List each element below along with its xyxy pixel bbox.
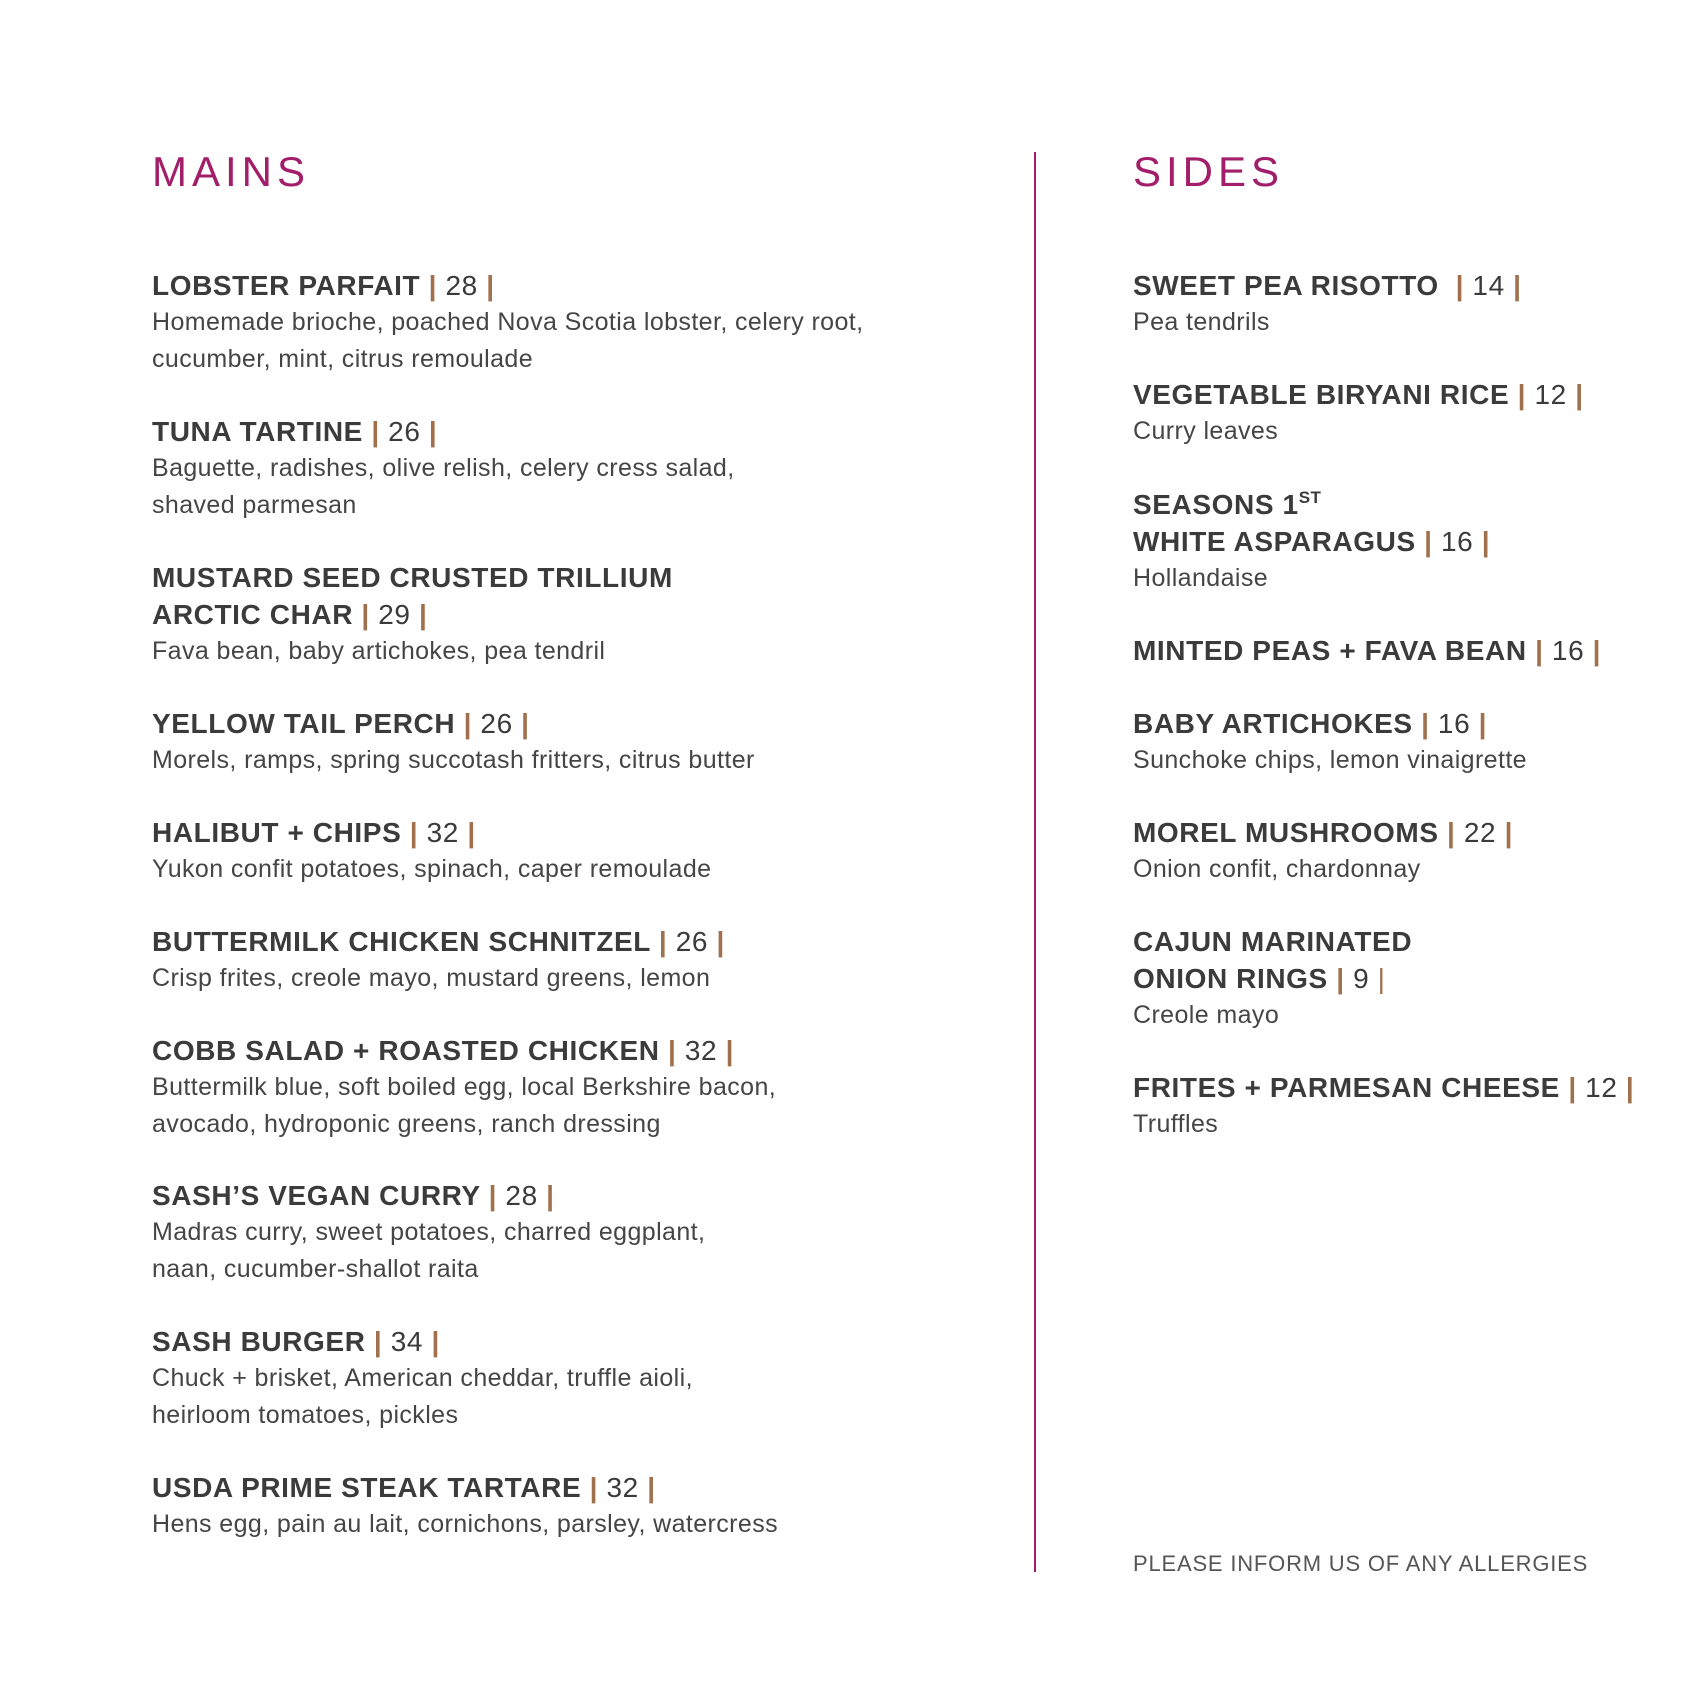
description-line: Hollandaise (1133, 564, 1269, 592)
menu-item (1133, 267, 1673, 341)
item-name-line (152, 705, 992, 742)
item-description (152, 1506, 992, 1543)
item-name: HALIBUT + CHIPS (152, 817, 402, 848)
item-price: 12 (1534, 379, 1567, 410)
item-name: TUNA TARTINE (152, 416, 363, 447)
item-price: 28 (445, 270, 478, 301)
item-description (152, 851, 992, 888)
item-name: LOBSTER PARFAIT (152, 270, 421, 301)
item-price: 14 (1472, 270, 1505, 301)
description-line: Morels, ramps, spring succotash fritters, citrus butter (152, 746, 755, 774)
item-description (152, 304, 992, 377)
item-name-line (152, 1469, 992, 1506)
description-line: Sunchoke chips, lemon vinaigrette (1133, 746, 1527, 774)
price-separator: | (419, 599, 428, 630)
price-separator: | (1478, 708, 1488, 739)
price-separator: | (361, 599, 370, 630)
item-price: 9 (1353, 963, 1370, 994)
item-description (152, 450, 992, 523)
menu-item (152, 267, 992, 377)
price-separator: | (725, 1035, 735, 1066)
item-description (1133, 560, 1673, 597)
price-separator: | (371, 416, 380, 447)
item-name: FRITES + PARMESAN CHEESE (1133, 1072, 1560, 1103)
item-name-line (1133, 632, 1673, 669)
allergy-notice: PLEASE INFORM US OF ANY ALLERGIES (1133, 1551, 1589, 1576)
item-name: WHITE ASPARAGUS (1133, 526, 1416, 557)
item-price: 32 (426, 817, 459, 848)
menu-item (152, 923, 992, 997)
description-line: Hens egg, pain au lait, cornichons, parsley, watercress (152, 1510, 779, 1538)
price-separator: | (431, 1326, 440, 1357)
item-price: 26 (388, 416, 421, 447)
item-name-first-line: MUSTARD SEED CRUSTED TRILLIUM (152, 562, 673, 593)
price-separator: | (1424, 526, 1433, 557)
price-separator: | (467, 817, 476, 848)
item-name-line (152, 1177, 992, 1214)
description-line: Pea tendrils (1133, 308, 1270, 336)
description-line: Buttermilk blue, soft boiled egg, local Berkshire bacon, (152, 1073, 777, 1101)
sides-title: SIDES (1133, 148, 1285, 195)
item-description (152, 960, 992, 997)
price-separator: | (409, 817, 419, 848)
description-line: Curry leaves (1133, 417, 1279, 445)
price-separator: | (463, 708, 472, 739)
menu-item (1133, 1069, 1673, 1143)
item-name-line (152, 559, 992, 633)
menu-item (152, 1469, 992, 1543)
item-price: 28 (505, 1180, 538, 1211)
menu-item (1133, 632, 1673, 669)
item-price: 34 (390, 1326, 424, 1357)
description-line: Crisp frites, creole mayo, mustard greens, lemon (152, 964, 711, 992)
price-separator: | (658, 926, 668, 957)
item-name: BUTTERMILK CHICKEN SCHNITZEL (152, 926, 651, 957)
menu-item (152, 413, 992, 523)
price-separator: | (716, 926, 725, 957)
description-line: Homemade brioche, poached Nova Scotia lobster, celery root, (152, 308, 864, 336)
price-separator: | (521, 708, 530, 739)
item-name: ARCTIC CHAR (152, 599, 354, 630)
item-name-line (1133, 923, 1673, 997)
description-line: cucumber, mint, citrus remoulade (152, 344, 534, 373)
item-price: 16 (1441, 526, 1474, 557)
price-separator: | (1513, 270, 1522, 301)
description-line: Creole mayo (1133, 1001, 1280, 1029)
price-separator: | (1592, 635, 1602, 666)
price-separator: | (1336, 963, 1345, 994)
item-price: 16 (1437, 708, 1471, 739)
item-description (1133, 851, 1673, 888)
item-name-line (152, 814, 992, 851)
price-separator: | (486, 270, 495, 301)
item-price: 29 (378, 599, 411, 630)
price-separator: | (1568, 1072, 1577, 1103)
menu-item (152, 814, 992, 888)
item-price: 16 (1551, 635, 1585, 666)
price-separator: | (1421, 708, 1430, 739)
item-price: 26 (480, 708, 513, 739)
item-description (152, 633, 992, 670)
price-separator: | (428, 416, 438, 447)
price-separator: | (488, 1180, 498, 1211)
description-line: Baguette, radishes, olive relish, celery cress salad, (152, 454, 735, 482)
price-separator: | (1535, 635, 1544, 666)
item-name: VEGETABLE BIRYANI RICE (1133, 379, 1510, 410)
price-separator: | (428, 270, 438, 301)
item-name-first-line: SEASONS 1 (1133, 489, 1299, 520)
price-separator: | (1517, 379, 1527, 410)
item-name: USDA PRIME STEAK TARTARE (152, 1472, 582, 1503)
item-name: ONION RINGS (1133, 963, 1328, 994)
item-description (1133, 997, 1673, 1034)
item-price: 26 (675, 926, 709, 957)
item-name-line (152, 1323, 992, 1360)
column-divider (1034, 152, 1036, 1572)
item-price: 22 (1463, 817, 1497, 848)
item-name: SWEET PEA RISOTTO (1133, 270, 1439, 301)
description-line: shaved parmesan (152, 490, 357, 519)
item-name-line (152, 923, 992, 960)
price-separator: | (546, 1180, 555, 1211)
item-description (1133, 304, 1673, 341)
item-name-line (1133, 814, 1673, 851)
description-line: Fava bean, baby artichokes, pea tendril (152, 637, 606, 665)
price-separator: | (668, 1035, 677, 1066)
menu-item (152, 1032, 992, 1142)
mains-title: MAINS (152, 148, 311, 195)
item-description (152, 742, 992, 779)
menu-item (1133, 814, 1673, 888)
item-description (152, 1069, 992, 1142)
price-separator: | (647, 1472, 656, 1503)
menu-item (1133, 376, 1673, 450)
price-separator: | (1575, 379, 1584, 410)
price-separator: | (1481, 526, 1491, 557)
price-separator: | (373, 1326, 383, 1357)
item-name: MOREL MUSHROOMS (1133, 817, 1439, 848)
price-separator: | (1455, 270, 1464, 301)
item-description (152, 1360, 992, 1433)
menu-item (152, 559, 992, 670)
item-name: COBB SALAD + ROASTED CHICKEN (152, 1035, 660, 1066)
item-name-line (1133, 376, 1673, 413)
menu-item (1133, 923, 1673, 1034)
menu-item (1133, 705, 1673, 779)
item-price: 32 (606, 1472, 639, 1503)
item-price: 32 (684, 1035, 718, 1066)
price-separator: | (1447, 817, 1456, 848)
item-name: BABY ARTICHOKES (1133, 708, 1413, 739)
ordinal-suffix: ST (1298, 488, 1322, 507)
item-name-line (1133, 705, 1673, 742)
price-separator: | (1377, 963, 1386, 994)
menu-item (152, 1177, 992, 1287)
price-separator: | (1504, 817, 1514, 848)
description-line: Onion confit, chardonnay (1133, 855, 1421, 883)
menu-item (152, 705, 992, 779)
item-name-line (1133, 486, 1673, 560)
item-description (1133, 413, 1673, 450)
item-name: SASH’S VEGAN CURRY (152, 1180, 481, 1211)
description-line: naan, cucumber-shallot raita (152, 1254, 479, 1283)
item-name-line (152, 413, 992, 450)
item-name: MINTED PEAS + FAVA BEAN (1133, 635, 1527, 666)
description-line: Chuck + brisket, American cheddar, truffle aioli, (152, 1364, 693, 1392)
price-separator: | (589, 1472, 599, 1503)
description-line: Truffles (1133, 1110, 1219, 1138)
item-name-line (152, 267, 992, 304)
item-description (152, 1214, 992, 1287)
item-name-line (152, 1032, 992, 1069)
description-line: avocado, hydroponic greens, ranch dressing (152, 1109, 661, 1138)
description-line: Yukon confit potatoes, spinach, caper remoulade (152, 855, 712, 883)
item-name-first-line: CAJUN MARINATED (1133, 926, 1413, 957)
item-name-line (1133, 267, 1673, 304)
item-name: SASH BURGER (152, 1326, 366, 1357)
price-separator: | (1625, 1072, 1635, 1103)
menu-item (152, 1323, 992, 1433)
description-line: heirloom tomatoes, pickles (152, 1400, 459, 1429)
item-description (1133, 1106, 1673, 1143)
description-line: Madras curry, sweet potatoes, charred eggplant, (152, 1218, 706, 1246)
item-description (1133, 742, 1673, 779)
item-name-line (1133, 1069, 1673, 1106)
item-name: YELLOW TAIL PERCH (152, 708, 456, 739)
item-price: 12 (1585, 1072, 1618, 1103)
menu-item (1133, 486, 1673, 597)
